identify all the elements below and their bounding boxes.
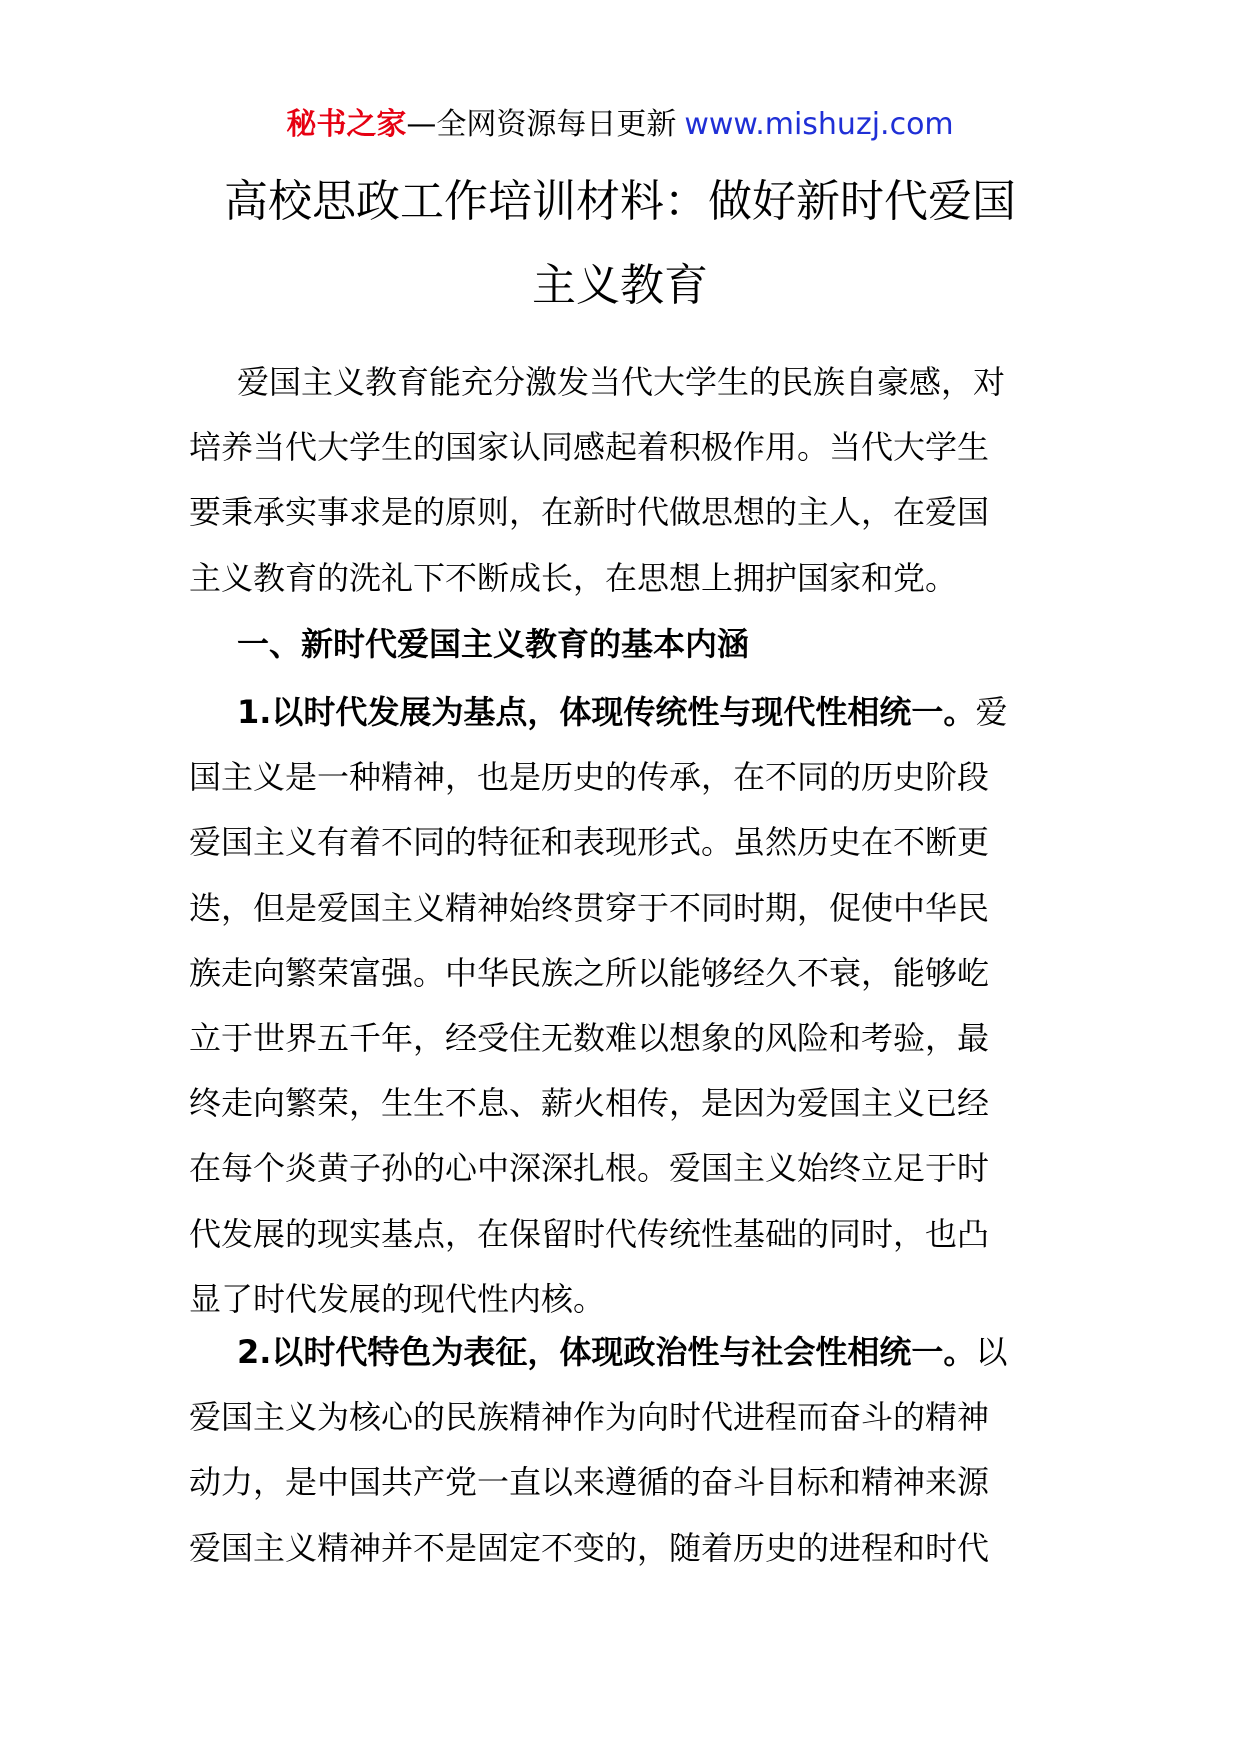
item-2-text-start: 以 (975, 1333, 1008, 1371)
paragraph-line: 显了时代发展的现代性内核。 (189, 1279, 606, 1318)
site-header (0, 100, 1240, 150)
paragraph-line: 终走向繁荣，生生不息、薪火相传，是因为爱国主义已经 (189, 1084, 990, 1123)
item-2-paragraph (189, 1320, 1053, 1581)
paragraph-line: 主义教育的洗礼下不断成长，在思想上拥护国家和党。 (189, 558, 958, 597)
item-1-paragraph (189, 680, 1053, 1332)
site-url-link[interactable]: www.mishuzj.com (684, 107, 954, 142)
paragraph-line (189, 1320, 1053, 1385)
paragraph-line: 爱国主义为核心的民族精神作为向时代进程而奋斗的精神 (189, 1398, 990, 1437)
paragraph-line (189, 680, 1053, 745)
paragraph-line: 培养当代大学生的国家认同感起着积极作用。当代大学生 (189, 428, 990, 467)
item-1-text-start: 爱 (975, 693, 1008, 731)
paragraph-line: 国主义是一种精神，也是历史的传承，在不同的历史阶段 (189, 758, 990, 797)
document-title (0, 160, 1240, 328)
paragraph-line: 爱国主义有着不同的特征和表现形式。虽然历史在不断更 (189, 823, 990, 862)
section-heading-text: 一、新时代爱国主义教育的基本内涵 (237, 625, 750, 663)
paragraph-line: 立于世界五千年，经受住无数难以想象的风险和考验，最 (189, 1019, 990, 1058)
paragraph-line: 动力，是中国共产党一直以来遵循的奋斗目标和精神来源 (189, 1463, 990, 1502)
paragraph-line: 要秉承实事求是的原则，在新时代做思想的主人，在爱国 (189, 493, 990, 532)
site-tagline: —全网资源每日更新 (406, 107, 677, 142)
paragraph-line: 迭，但是爱国主义精神始终贯穿于不同时期，促使中华民 (189, 888, 990, 927)
title-line: 高校思政工作培训材料：做好新时代爱国 (224, 176, 1016, 227)
site-name: 秘书之家 (286, 107, 407, 142)
item-1-heading: 1.以时代发展为基点，体现传统性与现代性相统一。 (237, 693, 976, 731)
paragraph-line: 代发展的现实基点，在保留时代传统性基础的同时，也凸 (189, 1214, 990, 1253)
paragraph-line: 族走向繁荣富强。中华民族之所以能够经久不衰，能够屹 (189, 953, 990, 992)
section-heading (189, 612, 1053, 677)
paragraph-line: 在每个炎黄子孙的心中深深扎根。爱国主义始终立足于时 (189, 1149, 990, 1188)
item-2-heading: 2.以时代特色为表征，体现政治性与社会性相统一。 (237, 1333, 976, 1371)
paragraph-line: 爱国主义教育能充分激发当代大学生的民族自豪感，对 (237, 363, 1006, 401)
intro-paragraph (189, 350, 1053, 611)
title-line: 主义教育 (532, 260, 708, 311)
paragraph-line: 爱国主义精神并不是固定不变的，随着历史的进程和时代 (189, 1528, 990, 1567)
